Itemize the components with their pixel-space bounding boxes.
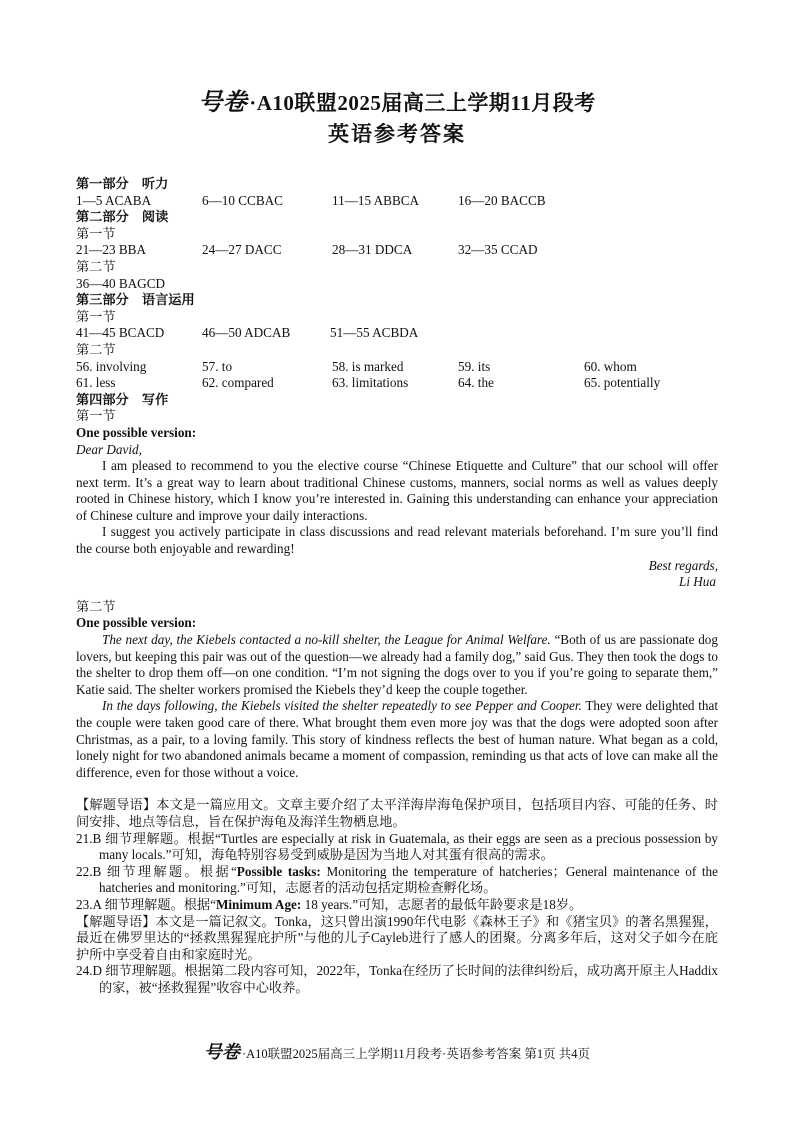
letter-paragraph: I suggest you actively participate in class discussions and read relevant materials beforehand. I’m sure you’ll find the course both enjoyable and rewarding! <box>76 524 718 557</box>
grammar-answer: 57. to <box>202 358 233 374</box>
story-body: “Both of us are passionate dog lovers, but keeping this pair was out of the question—we already had a family dog,” said Gus. They then took the dogs to the shelter to drop them off—on one condition. “I’m not signing the dogs over to you if you’re going to separate them,” Katie said. The shelter workers promised the Kiebels they’d keep the couple together. <box>76 632 718 697</box>
grammar-answers-row <box>76 375 718 392</box>
footer-text: ·A10联盟2025届高三上学期11月段考·英语参考答案 第1页 共4页 <box>241 1047 591 1061</box>
document-header <box>0 90 794 146</box>
question-explanation: 24.D 细节理解题。根据第二段内容可知，2022年，Tonka在经历了长时间的法律纠纷后，成功离开原主人Haddix的家，被“拯救猩猩”收容中心收养。 <box>76 963 718 995</box>
story-paragraph <box>76 698 718 781</box>
part4-heading: 第四部分 写作 <box>76 391 169 407</box>
grammar-answer: 56. involving <box>76 358 147 374</box>
answer-group: 28—31 DDCA <box>332 242 413 258</box>
story-body: They were delighted that the couple were taken good care of there. What brought them even more joy was that the dogs were adopted soon after Christmas, as a pair, to a loving family. This story of kindness reflects the best of human nature. What began as a cold, lonely night for two abandoned animals became a moment of compassion, reminding us that acts of love can make all the difference, even for those without a voice. <box>76 698 718 780</box>
grammar-answer: 58. is marked <box>332 358 404 374</box>
grammar-answer: 61. less <box>76 375 116 391</box>
grammar-answer: 65. potentially <box>584 375 661 391</box>
document-subtitle: 英语参考答案 <box>328 122 466 146</box>
section-label: 第一节 <box>76 308 116 324</box>
section-label: 第二节 <box>76 598 116 614</box>
part2-heading: 第二部分 阅读 <box>76 209 169 225</box>
part3-answers-row <box>76 325 718 342</box>
question-explanation <box>76 897 718 914</box>
question-explanation <box>76 864 718 897</box>
story-paragraph <box>76 632 718 698</box>
answer-group: 32—35 CCAD <box>458 242 538 258</box>
passage-guide: 【解题导语】本文是一篇记叙文。Tonka，这只曾出演1990年代电影《森林王子》和《猪宝贝》的著名黑猩猩，最近在佛罗里达的“拯救黑猩猩庇护所”与他的儿子Cayleb进行了感人的团聚。分离多年后，这对父子如今在庇护所中享受着自由和家庭时光。 <box>76 913 718 962</box>
grammar-answers-row <box>76 359 718 376</box>
document-title <box>0 90 794 116</box>
part3-heading: 第三部分 语言运用 <box>76 292 195 308</box>
letter-signature: Li Hua <box>678 574 716 590</box>
answer-group: 11—15 ABBCA <box>332 192 420 208</box>
section-label: 第二节 <box>76 258 116 274</box>
answer-group: 24—27 DACC <box>202 242 282 258</box>
grammar-answer: 64. the <box>458 375 494 391</box>
answer-analysis <box>76 797 718 996</box>
explanation-body: 18 years.”可知，志愿者的最低年龄要求是18岁。 <box>301 896 583 912</box>
answer-content <box>76 176 718 997</box>
grammar-answer: 59. its <box>458 358 491 374</box>
answer-group: 51—55 ACBDA <box>330 325 419 341</box>
section-label: 第二节 <box>76 341 116 357</box>
footer-logo: 号卷 <box>203 1042 240 1062</box>
quoted-keyword: Possible tasks: <box>236 863 321 879</box>
answer-group: 6—10 CCBAC <box>202 192 283 208</box>
answer-group: 41—45 BCACD <box>76 325 165 341</box>
answer-group: 36—40 BAGCD <box>76 275 166 291</box>
letter-closing: Best regards, <box>648 557 718 573</box>
grammar-answer: 63. limitations <box>332 375 409 391</box>
version-label: One possible version: <box>76 615 197 631</box>
answer-group: 21—23 BBA <box>76 242 146 258</box>
grammar-answer: 62. compared <box>202 375 274 391</box>
section-label: 第一节 <box>76 408 116 424</box>
passage-guide: 【解题导语】本文是一篇应用文。文章主要介绍了太平洋海岸海龟保护项目，包括项目内容、可能的任务、时间安排、地点等信息，旨在保护海龟及海洋生物栖息地。 <box>76 797 718 829</box>
explanation-body: Monitoring the temperature of hatcheries；General maintenance of the hatcheries and monitoring.”可知，志愿者的活动包括定期检查孵化场。 <box>99 863 718 896</box>
answer-group: 16—20 BACCB <box>458 192 546 208</box>
brand-logo: 号卷 <box>198 90 248 116</box>
exam-title: ·A10联盟2025届高三上学期11月段考 <box>249 91 596 115</box>
letter-salutation: Dear David, <box>76 441 142 457</box>
section-label: 第一节 <box>76 225 116 241</box>
question-explanation: 21.B 细节理解题。根据“Turtles are especially at risk in Guatemala, as their eggs are seen as a precious possession by many locals.”可知，海龟特别容易受到威胁是因为当地人对其蛋有很高的需求。 <box>76 830 718 863</box>
part1-answers-row <box>76 193 718 210</box>
page-footer <box>0 1044 794 1063</box>
letter-paragraph: I am pleased to recommend to you the elective course “Chinese Etiquette and Culture” that our school will offer next term. It’s a great way to learn about traditional Chinese customs, manners, social norms as well as values deeply rooted in Chinese history, which I know you’re interested in. Gaining this understanding can enhance your appreciation of Chinese culture and improve your daily interactions. <box>76 458 718 523</box>
answer-group: 1—5 ACABA <box>76 192 152 208</box>
quoted-keyword: Minimum Age: <box>215 896 302 912</box>
part1-heading: 第一部分 听力 <box>76 176 169 191</box>
grammar-answer: 60. whom <box>584 358 637 374</box>
version-label: One possible version: <box>76 424 197 440</box>
explanation-prefix: 23.A 细节理解题。根据“ <box>76 896 216 912</box>
part2-answers-row <box>76 242 718 259</box>
story-lead-sentence: The next day, the Kiebels contacted a no-kill shelter, the League for Animal Welfare. <box>102 632 551 648</box>
explanation-prefix: 22.B 细节理解题。根据“ <box>76 863 237 879</box>
story-lead-sentence: In the days following, the Kiebels visited the shelter repeatedly to see Pepper and Cooper. <box>102 698 582 714</box>
answer-group: 46—50 ADCAB <box>202 325 291 341</box>
